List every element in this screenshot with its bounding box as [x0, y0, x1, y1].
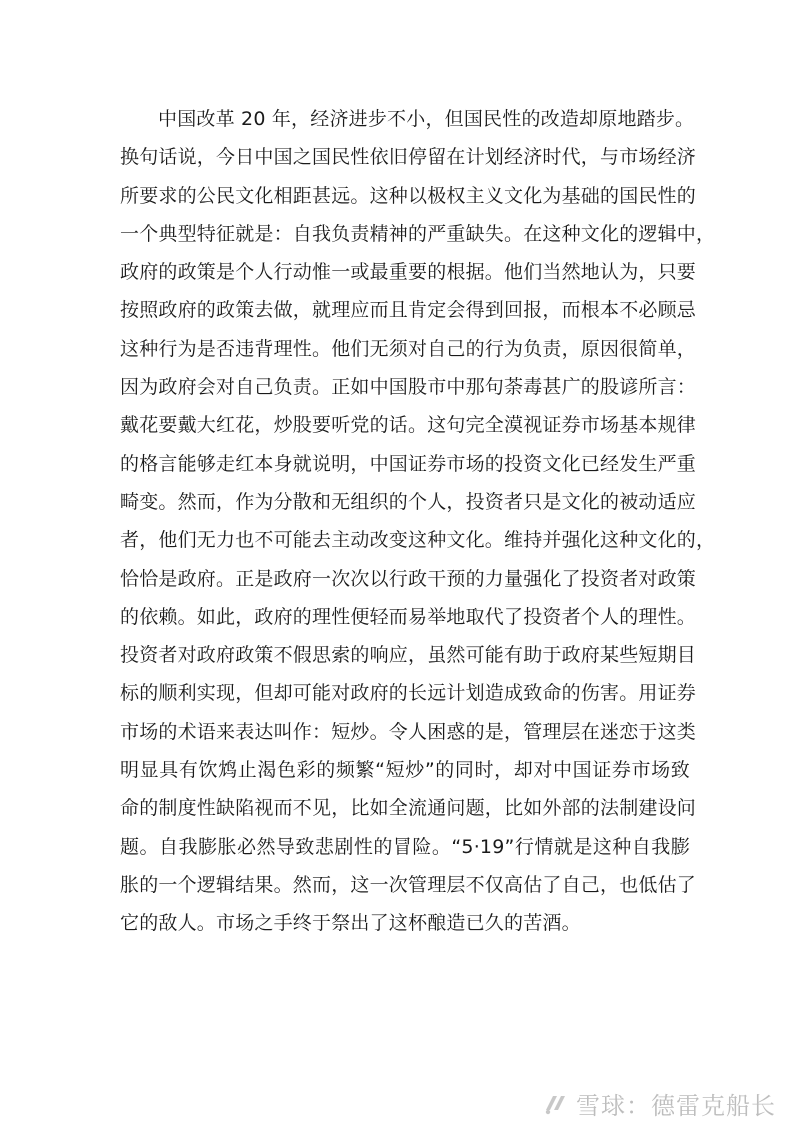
text-line: 所要求的公民文化相距甚远。这种以极权主义文化为基础的国民性的 — [120, 184, 697, 207]
text-line: 因为政府会对自己负责。正如中国股市中那句荼毒甚广的股谚所言： — [120, 376, 697, 399]
text-line: 题。自我膨胀必然导致悲剧性的冒险。“5·19”行情就是这种自我膨 — [120, 835, 690, 858]
text-line: 它的敌人。市场之手终于祭出了这杯酿造已久的苦酒。 — [120, 912, 581, 935]
text-line: 市场的术语来表达叫作：短炒。令人困惑的是，管理层在迷恋于这类 — [120, 720, 697, 743]
text-line: 胀的一个逻辑结果。然而，这一次管理层不仅高估了自己，也低估了 — [120, 873, 697, 896]
xueqiu-logo-icon — [540, 1088, 570, 1118]
watermark — [540, 1083, 776, 1123]
text-line: 命的制度性缺陷视而不见，比如全流通问题，比如外部的法制建设问 — [120, 797, 697, 820]
text-line: 这种行为是否违背理性。他们无须对自己的行为负责，原因很简单， — [120, 337, 697, 360]
text-line: 按照政府的政策去做，就理应而且肯定会得到回报，而根本不必顾忌 — [120, 299, 697, 322]
text-line: 投资者对政府政策不假思索的响应，虽然可能有助于政府某些短期目 — [120, 644, 697, 667]
text-line: 政府的政策是个人行动惟一或最重要的根据。他们当然地认为，只要 — [120, 261, 697, 284]
text-line: 的格言能够走红本身就说明，中国证券市场的投资文化已经发生严重 — [120, 452, 697, 475]
text-line: 中国改革 20 年，经济进步不小，但国民性的改造却原地踏步。 — [158, 108, 695, 130]
text-line: 换句话说，今日中国之国民性依旧停留在计划经济时代，与市场经济 — [120, 146, 697, 169]
text-line: 一个典型特征就是：自我负责精神的严重缺失。在这种文化的逻辑中， — [120, 222, 716, 245]
text-line: 明显具有饮鸩止渴色彩的频繁“短炒”的同时，却对中国证券市场致 — [120, 759, 690, 782]
text-line: 戴花要戴大红花，炒股要听党的话。这句完全漠视证券市场基本规律 — [120, 414, 697, 437]
text-line: 的依赖。如此，政府的理性便轻而易举地取代了投资者个人的理性。 — [120, 605, 697, 628]
watermark-text: 雪球：德雷克船长 — [576, 1091, 776, 1120]
text-line: 者，他们无力也不可能去主动改变这种文化。维持并强化这种文化的， — [120, 529, 716, 552]
text-line: 畸变。然而，作为分散和无组织的个人，投资者只是文化的被动适应 — [120, 490, 697, 513]
document-body — [120, 100, 716, 943]
text-line: 恰恰是政府。正是政府一次次以行政干预的力量强化了投资者对政策 — [120, 567, 697, 590]
text-line: 标的顺利实现，但却可能对政府的长远计划造成致命的伤害。用证券 — [120, 682, 697, 705]
